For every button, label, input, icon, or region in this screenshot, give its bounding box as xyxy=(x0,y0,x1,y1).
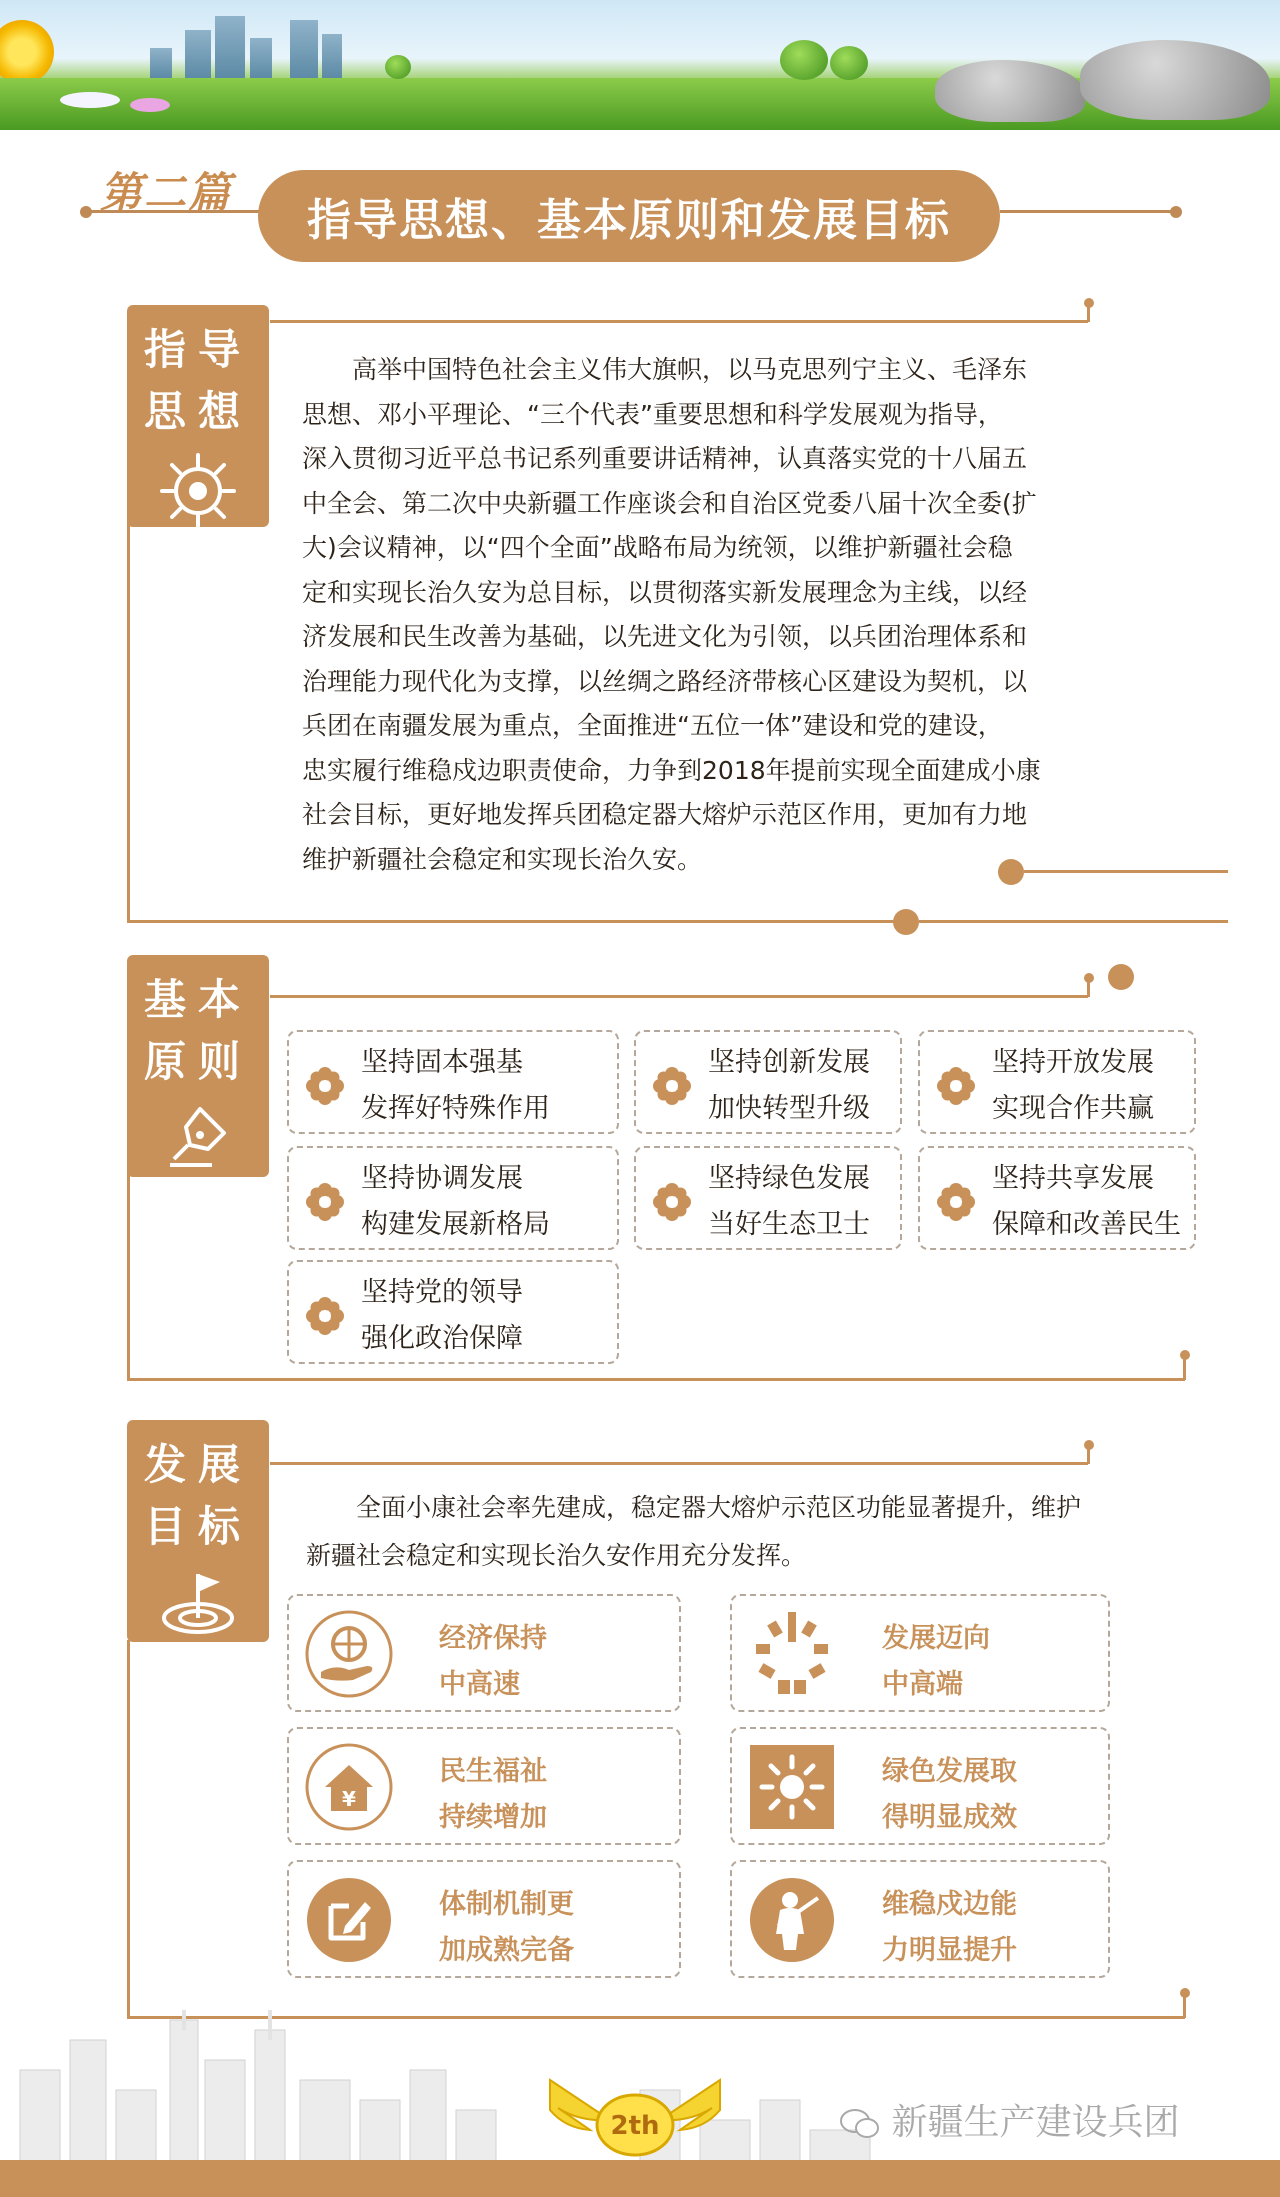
soldier-icon xyxy=(748,1876,836,1964)
principle-card: 坚持固本强基 发挥好特殊作用 xyxy=(287,1030,619,1134)
part-label: 第二篇 xyxy=(100,168,233,217)
principle-card: 坚持共享发展 保障和改善民生 xyxy=(918,1146,1196,1250)
power-gauge-icon xyxy=(748,1610,836,1698)
globe-hand-icon xyxy=(305,1610,393,1698)
flower-icon xyxy=(303,1180,347,1224)
goal-card: 绿色发展取 得明显成效 xyxy=(730,1727,1110,1845)
principle-card: 坚持协调发展 构建发展新格局 xyxy=(287,1146,619,1250)
target-flag-icon xyxy=(158,1566,238,1636)
pen-icon xyxy=(162,1101,234,1173)
sun-icon xyxy=(748,1743,836,1831)
goal-card: 体制机制更 加成熟完备 xyxy=(287,1860,681,1978)
edit-icon xyxy=(305,1876,393,1964)
flower-icon xyxy=(650,1180,694,1224)
flower-icon xyxy=(303,1064,347,1108)
flower-icon xyxy=(934,1064,978,1108)
goals-tag: 发展 目标 xyxy=(127,1420,269,1642)
title-rule-right xyxy=(1000,210,1176,213)
sunflower-decoration xyxy=(0,20,54,84)
house-yuan-icon xyxy=(305,1743,393,1831)
compass-icon xyxy=(158,451,238,531)
badge-text: 2th xyxy=(610,2111,660,2141)
tree-decoration xyxy=(780,40,828,80)
principles-tag: 基本 原则 xyxy=(127,955,269,1177)
flower-icon xyxy=(650,1064,694,1108)
landscape-banner xyxy=(0,0,1280,130)
anniversary-badge xyxy=(540,2060,730,2170)
flower-icon xyxy=(934,1180,978,1224)
guiding-thought-tag: 指导 思想 xyxy=(127,305,269,527)
rock-decoration xyxy=(935,60,1085,122)
wechat-icon xyxy=(840,2107,880,2141)
goal-card: ¥ 民生福祉 持续增加 xyxy=(287,1727,681,1845)
organization-watermark: 新疆生产建设兵团 xyxy=(840,2094,1179,2145)
flower-icon xyxy=(303,1294,347,1338)
goal-card: 维稳戍边能 力明显提升 xyxy=(730,1860,1110,1978)
goals-intro: 全面小康社会率先建成，稳定器大熔炉示范区功能显著提升，维护 新疆社会稳定和实现长治久安作用充分发挥。 xyxy=(306,1493,1082,1570)
page-title: 指导思想、基本原则和发展目标 xyxy=(258,170,1000,262)
svg-text:¥: ¥ xyxy=(342,1787,356,1811)
principle-card: 坚持绿色发展 当好生态卫士 xyxy=(634,1146,902,1250)
principle-card: 坚持开放发展 实现合作共赢 xyxy=(918,1030,1196,1134)
goal-card: 发展迈向 中高端 xyxy=(730,1594,1110,1712)
principle-card: 坚持党的领导 强化政治保障 xyxy=(287,1260,619,1364)
principle-card: 坚持创新发展 加快转型升级 xyxy=(634,1030,902,1134)
guiding-thought-text: 高举中国特色社会主义伟大旗帜，以马克思列宁主义、毛泽东 思想、邓小平理论、“三个代表”重要思想和科学发展观为指导， 深入贯彻习近平总书记系列重要讲话精神，认真落实党的十八届五 中全会、第二次中央新疆工作座谈会和自治区党委八届十次全委(扩 大)会议精神，以“四个全面”战略布局为统领，以维护新疆社会稳 定和实现长治久安为总目标，以贯彻落实新发展理念为主线，以经 济发展和民生改善为基础，以先进文化为引领，以兵团治理体系和 治理能力现代化为支撑，以丝绸之路经济带核心区建设为契机，以 兵团在南疆发展为重点，全面推进“五位一体”建设和党的建设， 忠实履行维稳戍边职责使命，力争到2018年提前实现全面建成小康 社会目标，更好地发挥兵团稳定器大熔炉示范区作用，更加有力地 维护新疆社会稳定和实现长治久安。 xyxy=(302,355,1041,874)
goal-card: 经济保持 中高速 xyxy=(287,1594,681,1712)
footer-bar xyxy=(0,2160,1280,2197)
